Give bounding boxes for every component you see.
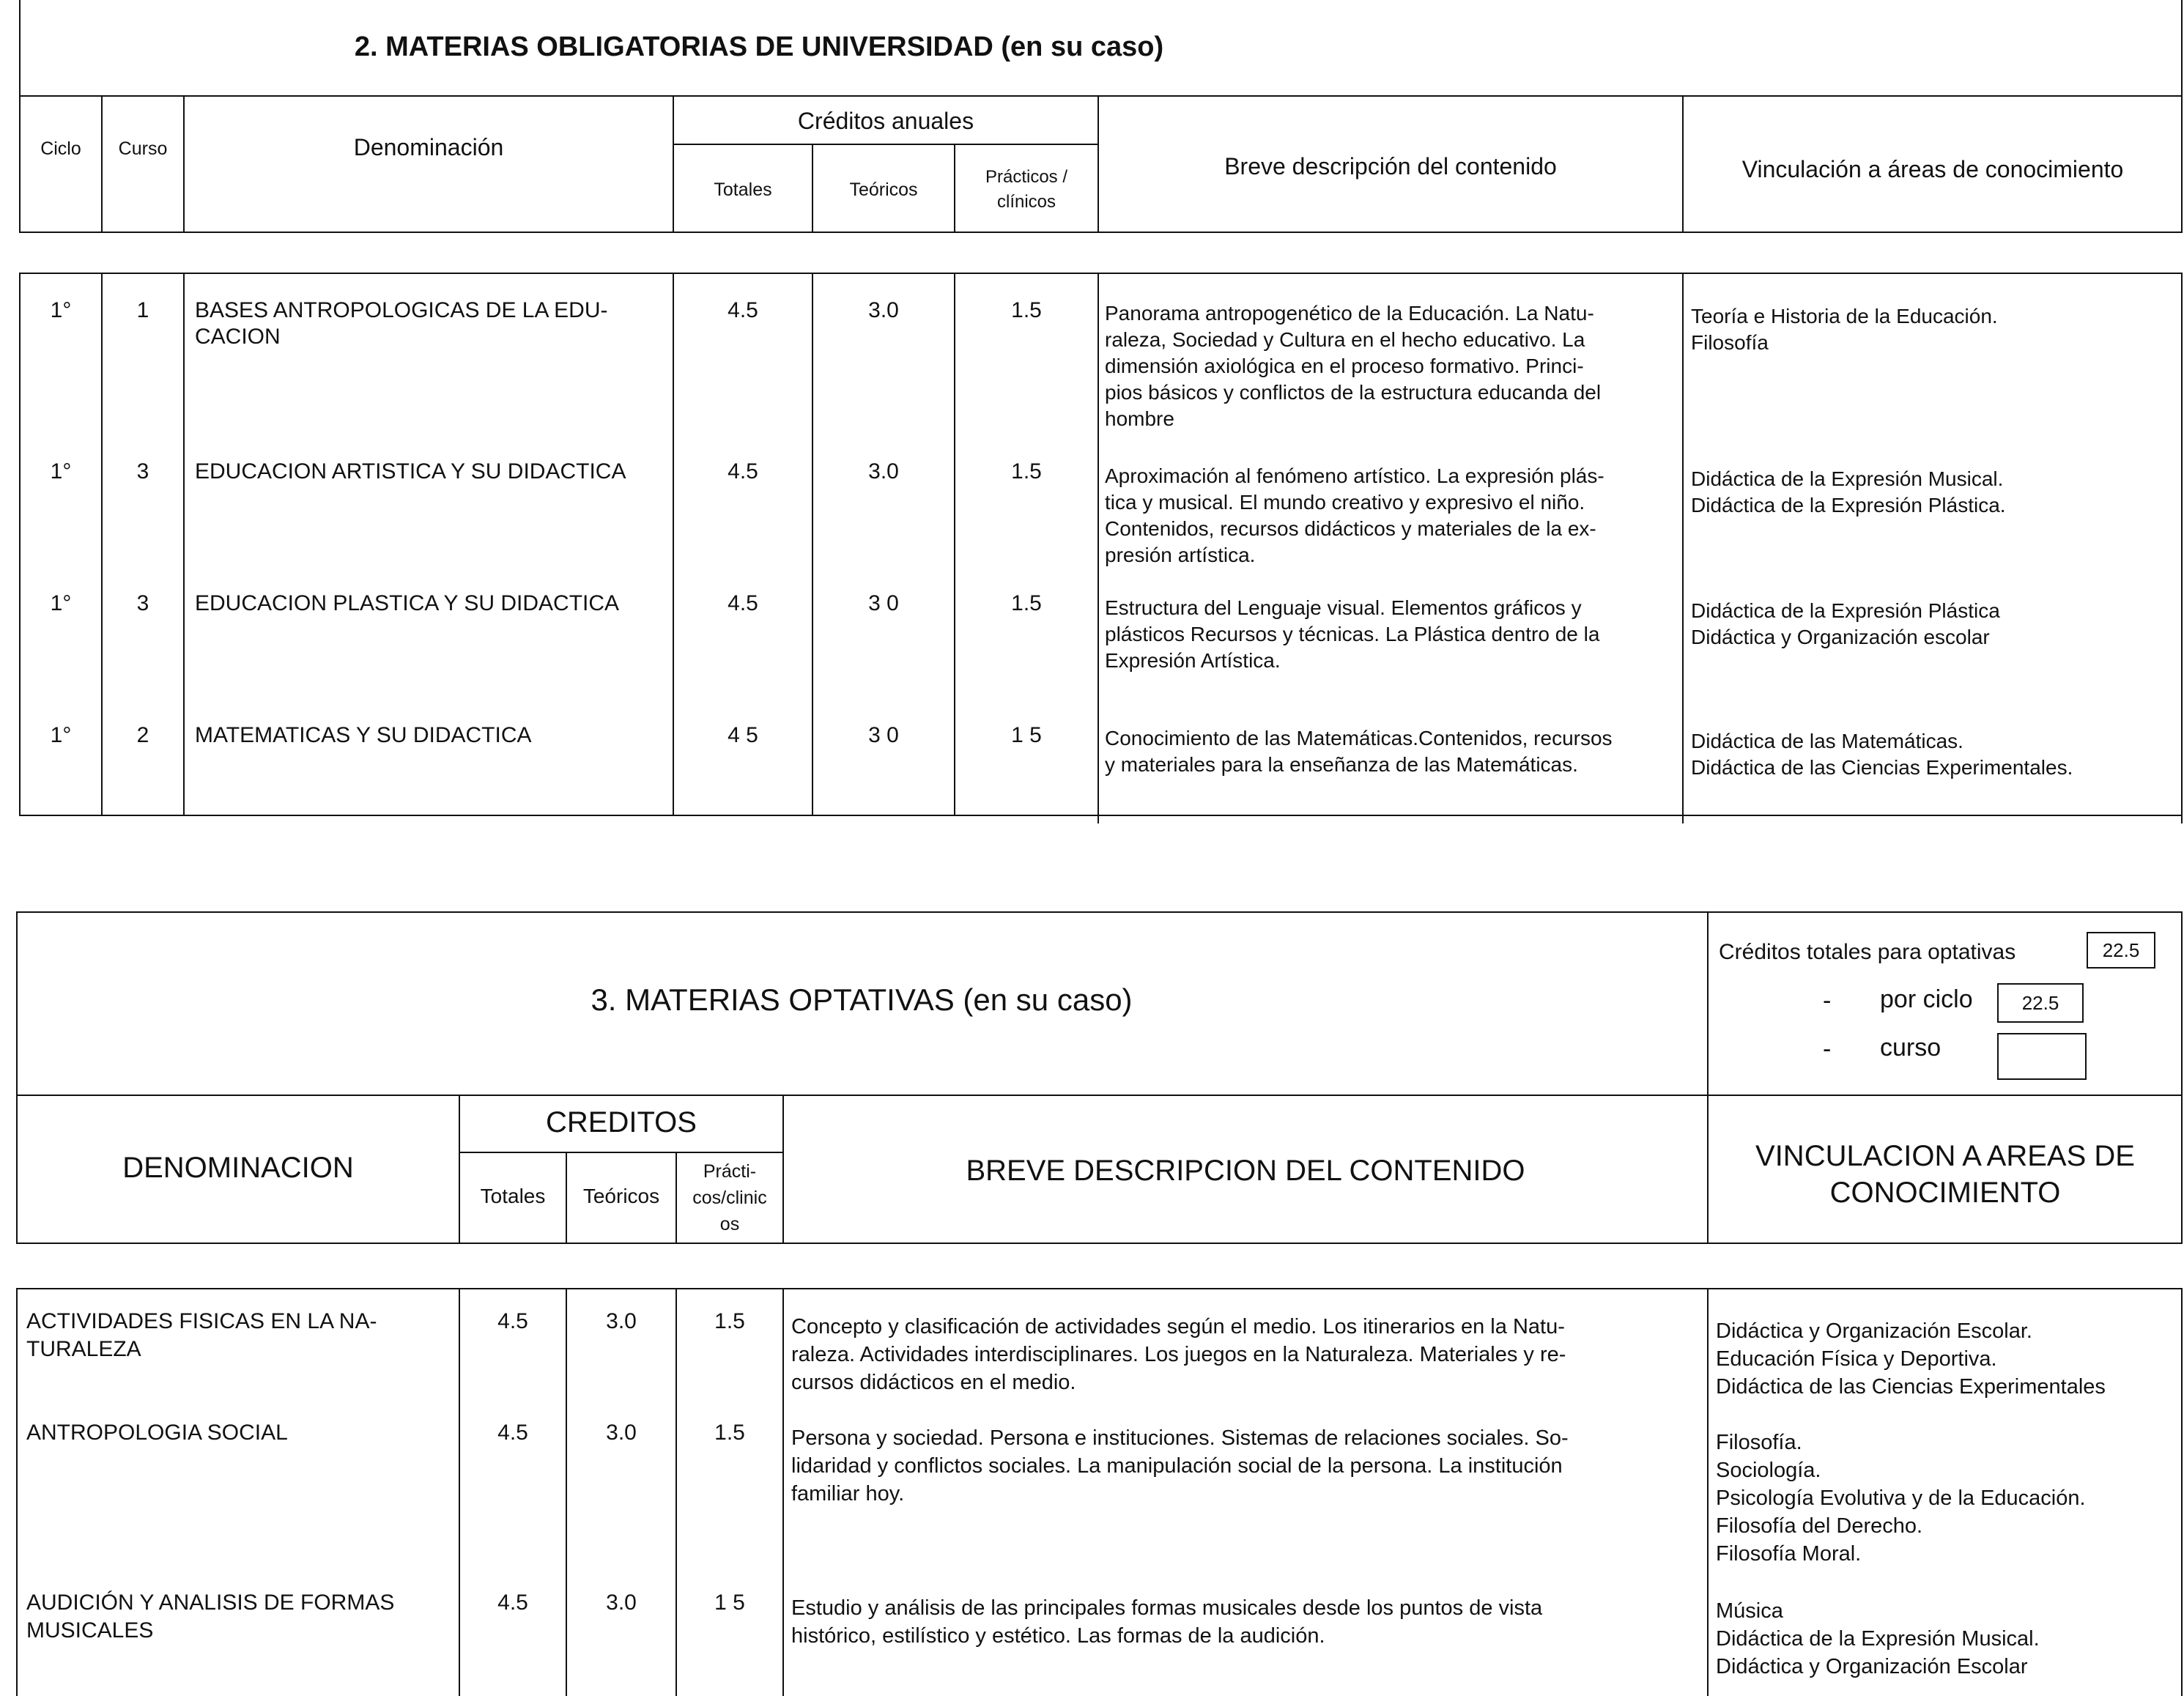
divider [675,1288,677,1696]
cell-denominacion-line2: MUSICALES [26,1618,154,1643]
divider [101,95,103,232]
header-practicos-line2: cos/clinic [692,1188,767,1208]
header-denominacion: DENOMINACION [122,1152,354,1184]
cell-vinculacion [1716,1597,2040,1681]
vinc-line: Didáctica y Organización Escolar. [1716,1319,2032,1343]
cell-totales: 4.5 [497,1591,528,1615]
cell-descripcion [1105,595,1669,674]
desc-line: pios básicos y conflictos de la estructura educanda del [1105,381,1602,404]
vinc-line: Filosofía. [1716,1431,1802,1454]
header-curso: Curso [118,138,168,159]
vinc-line: Filosofía Moral. [1716,1542,1862,1566]
cell-denominacion-line1: EDUCACION PLASTICA Y SU DIDACTICA [195,591,620,615]
cell-curso: 2 [136,723,149,747]
vinc-line: Didáctica y Organización Escolar [1716,1655,2028,1678]
cell-teoricos: 3.0 [868,459,899,484]
cell-denominacion-line1: EDUCACION ARTISTICA Y SU DIDACTICA [195,459,626,484]
vinc-line: Didáctica de la Expresión Musical. [1716,1627,2040,1651]
cell-denominacion-line2: TURALEZA [26,1337,141,1361]
dash: - [1823,987,1832,1015]
cell-vinculacion [1691,303,1998,356]
cell-practicos: 1 5 [714,1591,745,1615]
cell-descripcion [1105,300,1669,432]
divider [673,144,1097,145]
desc-line: lidaridad y conflictos sociales. La manipulación social de la persona. La institución [791,1454,1563,1478]
cell-practicos: 1.5 [714,1309,745,1333]
divider [19,273,2183,274]
desc-line: Contenidos, recursos didácticos y materiales de la ex- [1105,517,1596,540]
divider [16,1288,18,1696]
vinc-line: Didáctica de la Expresión Plástica [1691,599,2000,622]
header-vinculacion-line1: VINCULACION A AREAS DE [1755,1140,2135,1172]
header-creditos: CREDITOS [546,1106,697,1138]
desc-line: Persona y sociedad. Persona e instituciones. Sistemas de relaciones sociales. So- [791,1426,1569,1450]
divider [183,95,185,232]
creditos-totales-field[interactable]: 22.5 [2087,932,2155,969]
cell-teoricos: 3 0 [868,591,899,615]
cell-denominacion-line1: ANTROPOLOGIA SOCIAL [26,1421,288,1445]
header-practicos-line1: Prácticos / [985,167,1068,187]
cell-totales: 4.5 [497,1309,528,1333]
header-practicos-line3: os [719,1214,740,1234]
cell-denominacion-line1: MATEMATICAS Y SU DIDACTICA [195,723,532,747]
desc-line: Expresión Artística. [1105,649,1281,672]
curso-label: curso [1880,1034,1941,1062]
cell-descripcion [791,1313,1697,1396]
cell-denominacion-line1: BASES ANTROPOLOGICAS DE LA EDU- [195,298,608,322]
header-denominacion: Denominación [353,134,504,160]
section3-title: 3. MATERIAS OPTATIVAS (en su caso) [591,982,1133,1017]
creditos-totales-label: Créditos totales para optativas [1719,940,2016,964]
divider [1097,273,1099,823]
desc-line: Concepto y clasificación de actividades según el medio. Los itinerarios en la Natu- [791,1315,1565,1338]
cell-teoricos: 3.0 [868,298,899,322]
cell-practicos: 1.5 [1011,459,1042,484]
desc-line: y materiales para la enseñanza de las Matemáticas. [1105,753,1578,776]
divider [19,95,2183,97]
desc-line: raleza. Actividades interdisciplinares. Los juegos en la Naturaleza. Materiales y re- [791,1343,1566,1366]
cell-vinculacion [1716,1429,2086,1568]
cell-descripcion [791,1424,1697,1508]
vinc-line: Filosofía [1691,331,1769,354]
cell-teoricos: 3.0 [606,1309,637,1333]
divider [1707,1288,1709,1696]
divider [19,815,2183,816]
desc-line: cursos didácticos en el medio. [791,1371,1076,1394]
divider [566,1288,567,1696]
desc-line: tica y musical. El mundo creativo y expresivo el niño. [1105,491,1585,514]
header-creditos-anuales: Créditos anuales [797,108,974,134]
vinc-line: Educación Física y Deportiva. [1716,1347,1997,1371]
cell-curso: 3 [136,591,149,615]
cell-denominacion-line1: ACTIVIDADES FISICAS EN LA NA- [26,1309,377,1333]
cell-practicos: 1 5 [1011,723,1042,747]
cell-totales: 4.5 [728,591,758,615]
header-teoricos: Teóricos [582,1185,660,1207]
cell-denominacion-line2: CACION [195,325,281,349]
header-totales: Totales [714,179,772,200]
divider [459,1152,782,1153]
cell-descripcion [1105,725,1669,778]
cell-teoricos: 3.0 [606,1421,637,1445]
vinc-line: Teoría e Historia de la Educación. [1691,305,1998,327]
vinc-line: Sociología. [1716,1459,1821,1482]
cell-totales: 4 5 [728,723,758,747]
divider [1682,273,1684,823]
vinc-line: Didáctica de las Ciencias Experimentales. [1691,756,2073,779]
header-vinculacion: Vinculación a áreas de conocimiento [1741,156,2124,182]
vinc-line: Música [1716,1599,1783,1623]
cell-denominacion-line1: AUDICIÓN Y ANALISIS DE FORMAS [26,1591,395,1615]
vinc-line: Didáctica de la Expresión Musical. [1691,467,2004,490]
desc-line: dimensión axiológica en el proceso formativo. Princi- [1105,355,1584,377]
header-descripcion: Breve descripción del contenido [1224,153,1557,179]
cell-curso: 3 [136,459,149,484]
curso-field[interactable] [1997,1033,2087,1080]
dash: - [1823,1035,1832,1063]
desc-line: histórico, estilístico y estético. Las formas de la audición. [791,1624,1325,1648]
desc-line: hombre [1105,407,1174,430]
divider [16,1095,2183,1096]
header-descripcion: BREVE DESCRIPCION DEL CONTENIDO [966,1155,1525,1187]
cell-teoricos: 3.0 [606,1591,637,1615]
divider [2181,273,2183,823]
cell-practicos: 1.5 [714,1421,745,1445]
header-teoricos: Teóricos [849,179,918,200]
section2-title: 2. MATERIAS OBLIGATORIAS DE UNIVERSIDAD (en su caso) [354,32,1164,62]
divider [782,1288,784,1696]
cell-vinculacion [1691,598,2000,651]
cell-ciclo: 1° [50,591,72,615]
desc-line: presión artística. [1105,544,1256,566]
desc-line: raleza, Sociedad y Cultura en el hecho educativo. La [1105,328,1585,351]
cell-practicos: 1.5 [1011,591,1042,615]
vinc-line: Didáctica de las Matemáticas. [1691,730,1963,752]
desc-line: Estructura del Lenguaje visual. Elementos gráficos y [1105,596,1582,619]
desc-line: familiar hoy. [791,1482,905,1506]
divider [2181,1288,2183,1696]
por-ciclo-field[interactable]: 22.5 [1997,983,2084,1023]
por-ciclo-label: por ciclo [1880,985,1973,1013]
desc-line: Estudio y análisis de las principales formas musicales desde los puntos de vista [791,1596,1543,1620]
cell-descripcion [791,1594,1697,1650]
header-totales: Totales [480,1185,546,1207]
cell-totales: 4.5 [497,1421,528,1445]
desc-line: plásticos Recursos y técnicas. La Plástica dentro de la [1105,623,1600,645]
vinc-line: Didáctica de la Expresión Plástica. [1691,494,2006,516]
cell-curso: 1 [136,298,149,322]
vinc-line: Filosofía del Derecho. [1716,1514,1923,1538]
divider [183,273,185,816]
cell-vinculacion [1691,466,2006,519]
cell-vinculacion [1691,728,2073,781]
desc-line: Aproximación al fenómeno artístico. La expresión plás- [1105,464,1604,487]
cell-totales: 4.5 [728,298,758,322]
cell-ciclo: 1° [50,459,72,484]
header-vinculacion-line2: CONOCIMIENTO [1829,1177,2061,1209]
divider [16,1288,2183,1289]
cell-ciclo: 1° [50,298,72,322]
cell-totales: 4.5 [728,459,758,484]
desc-line: Panorama antropogenético de la Educación. La Natu- [1105,302,1594,325]
cell-teoricos: 3 0 [868,723,899,747]
vinc-line: Psicología Evolutiva y de la Educación. [1716,1486,2086,1510]
header-ciclo: Ciclo [40,138,81,159]
desc-line: Conocimiento de las Matemáticas.Contenidos, recursos [1105,727,1613,749]
header-practicos-line2: clínicos [996,192,1056,212]
cell-vinculacion [1716,1317,2106,1401]
cell-ciclo: 1° [50,723,72,747]
cell-descripcion [1105,463,1669,569]
vinc-line: Didáctica de las Ciencias Experimentales [1716,1375,2106,1399]
divider [459,1288,460,1696]
cell-practicos: 1.5 [1011,298,1042,322]
header-practicos-line1: Prácti- [703,1161,757,1182]
vinc-line: Didáctica y Organización escolar [1691,626,1990,648]
